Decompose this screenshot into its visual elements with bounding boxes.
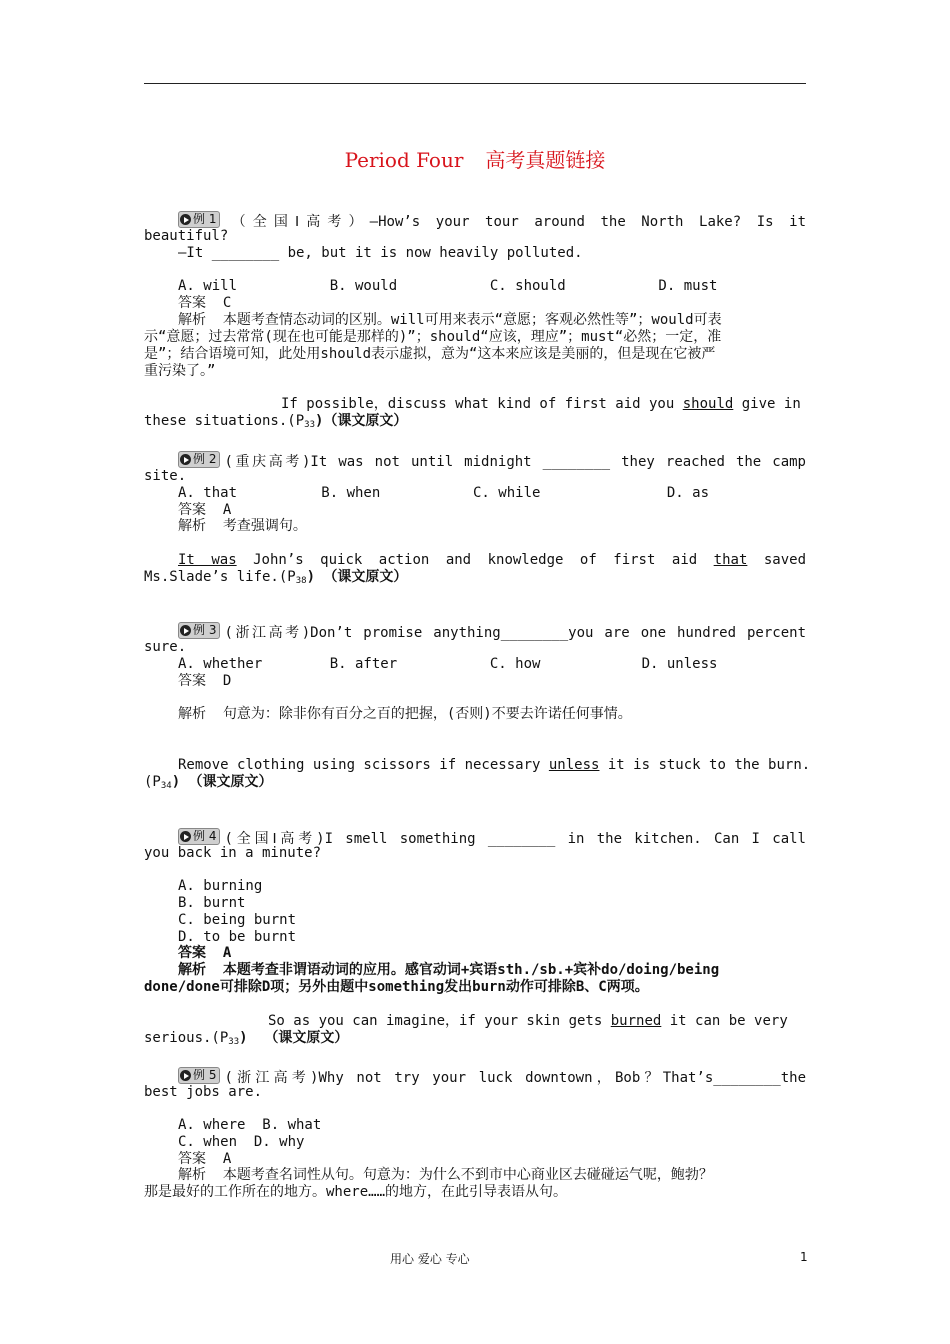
page-title: [0, 144, 950, 173]
ex3-options: A. whether B. after C. how D. unless: [178, 656, 718, 672]
example-badge-2: 例 2: [178, 451, 220, 468]
ex3-explanation: 解析 句意为：除非你有百分之百的把握，(否则)不要去许诺任何事情。: [178, 706, 632, 722]
ex1-explanation-1: 解析 本题考查情态动词的区别。will可用来表示“意愿；客观必然性等”；would可表: [178, 312, 722, 328]
ex2-options: A. that B. when C. while D. as: [178, 485, 710, 501]
play-icon: [180, 625, 191, 636]
ex1-textbook-link-2: these $situations.(P_{33})$（课文原文）: [144, 413, 408, 430]
ex5-answer: 答案 A: [178, 1151, 232, 1167]
footer-motto: 用心 爱心 专心: [390, 1252, 470, 1266]
ex4-textbook-link-2: $serious.(P_{33})$ （课文原文）: [144, 1030, 349, 1047]
play-icon: [180, 214, 191, 225]
ex2-question-line1: 例 2 (重庆高考)It was not until midnight ________ they reached the camp: [178, 451, 806, 471]
example-badge-3: 例 3: [178, 622, 220, 639]
ex2-textbook-link-1: It was John’s quick action and knowledge of first aid that saved: [178, 552, 806, 568]
ex2-textbook-link-2: Ms.Slade’s $life.(P_{38})$ （课文原文）: [144, 569, 408, 586]
ex1-explanation-4: 重污染了。”: [144, 363, 216, 379]
play-icon: [180, 454, 191, 465]
play-icon: [180, 1070, 191, 1081]
play-icon: [180, 831, 191, 842]
ex4-option-c: C. being burnt: [178, 912, 297, 928]
ex4-option-b: B. burnt: [178, 895, 246, 911]
example-badge-4: 例 4: [178, 828, 220, 845]
ex5-question-line2: best jobs are.: [144, 1084, 263, 1100]
ex4-question-line1: 例 4 (全国Ⅰ高考)I smell something ________ in the kitchen. Can I call: [178, 828, 806, 848]
ex2-answer: 答案 A: [178, 502, 232, 518]
title-english: Period Four: [344, 148, 464, 172]
ex2-explanation: 解析 考查强调句。: [178, 518, 307, 534]
ex4-explanation-1: 解析 本题考查非谓语动词的应用。感官动词+宾语sth./sb.+宾补do/doing/being: [178, 962, 720, 978]
ex3-answer: 答案 D: [178, 673, 232, 689]
header-rule: [144, 83, 806, 84]
ex5-options-cd: C. when D. why: [178, 1134, 305, 1150]
ex2-question-line2: site.: [144, 468, 187, 484]
ex5-options-ab: A. where B. what: [178, 1117, 322, 1133]
ex1-question-line2: beautiful?: [144, 228, 229, 244]
ex3-textbook-link-2: $(P_{34})$ （课文原文）: [144, 774, 273, 791]
ex1-textbook-link-1: If possible，discuss what kind of first aid you should give in: [281, 396, 801, 412]
ex4-textbook-link-1: So as you can imagine，if your skin gets burned it can be very: [268, 1013, 788, 1029]
example-badge-1: 例 1: [178, 211, 220, 228]
ex4-answer: 答案 A: [178, 945, 232, 961]
ex4-option-a: A. burning: [178, 878, 263, 894]
ex1-answer: 答案 C: [178, 295, 232, 311]
ex4-option-d: D. to be burnt: [178, 929, 297, 945]
ex1-question-line3: —It ________ be, but it is now heavily polluted.: [178, 245, 583, 261]
page-number: 1: [800, 1250, 808, 1264]
example-badge-5: 例 5: [178, 1067, 220, 1084]
ex1-explanation-2: 示“意愿；过去常常(现在也可能是那样的)”；should“应该，理应”；must“必然；一定，准: [144, 329, 722, 345]
ex1-options: A. will B. would C. should D. must: [178, 278, 718, 294]
ex3-textbook-link-1: Remove clothing using scissors if necessary unless it is stuck to the burn.: [178, 757, 811, 773]
ex4-explanation-2: done/done可排除D项；另外由题中something发出burn动作可排除B、C两项。: [144, 979, 649, 995]
ex4-question-line2: you back in a minute?: [144, 845, 322, 861]
ex5-explanation-2: 那是最好的工作所在的地方。where……的地方，在此引导表语从句。: [144, 1184, 567, 1200]
ex5-explanation-1: 解析 本题考查名词性从句。句意为：为什么不到市中心商业区去碰碰运气呢，鲍勃？: [178, 1167, 713, 1183]
ex1-explanation-3: 是”；结合语境可知，此处用should表示虚拟，意为“这本来应该是美丽的，但是现在它被严: [144, 346, 716, 362]
ex1-question-line1: 例 1 （全国Ⅰ高考）—How’s your tour around the North Lake? Is it: [178, 211, 806, 231]
ex3-question-line2: sure.: [144, 639, 187, 655]
ex5-question-line1: 例 5 (浙江高考)Why not try your luck downtown，Bob？That’s________the: [178, 1067, 806, 1087]
title-chinese: 高考真题链接: [485, 148, 606, 172]
ex3-question-line1: 例 3 (浙江高考)Don’t promise anything________you are one hundred percent: [178, 622, 806, 642]
